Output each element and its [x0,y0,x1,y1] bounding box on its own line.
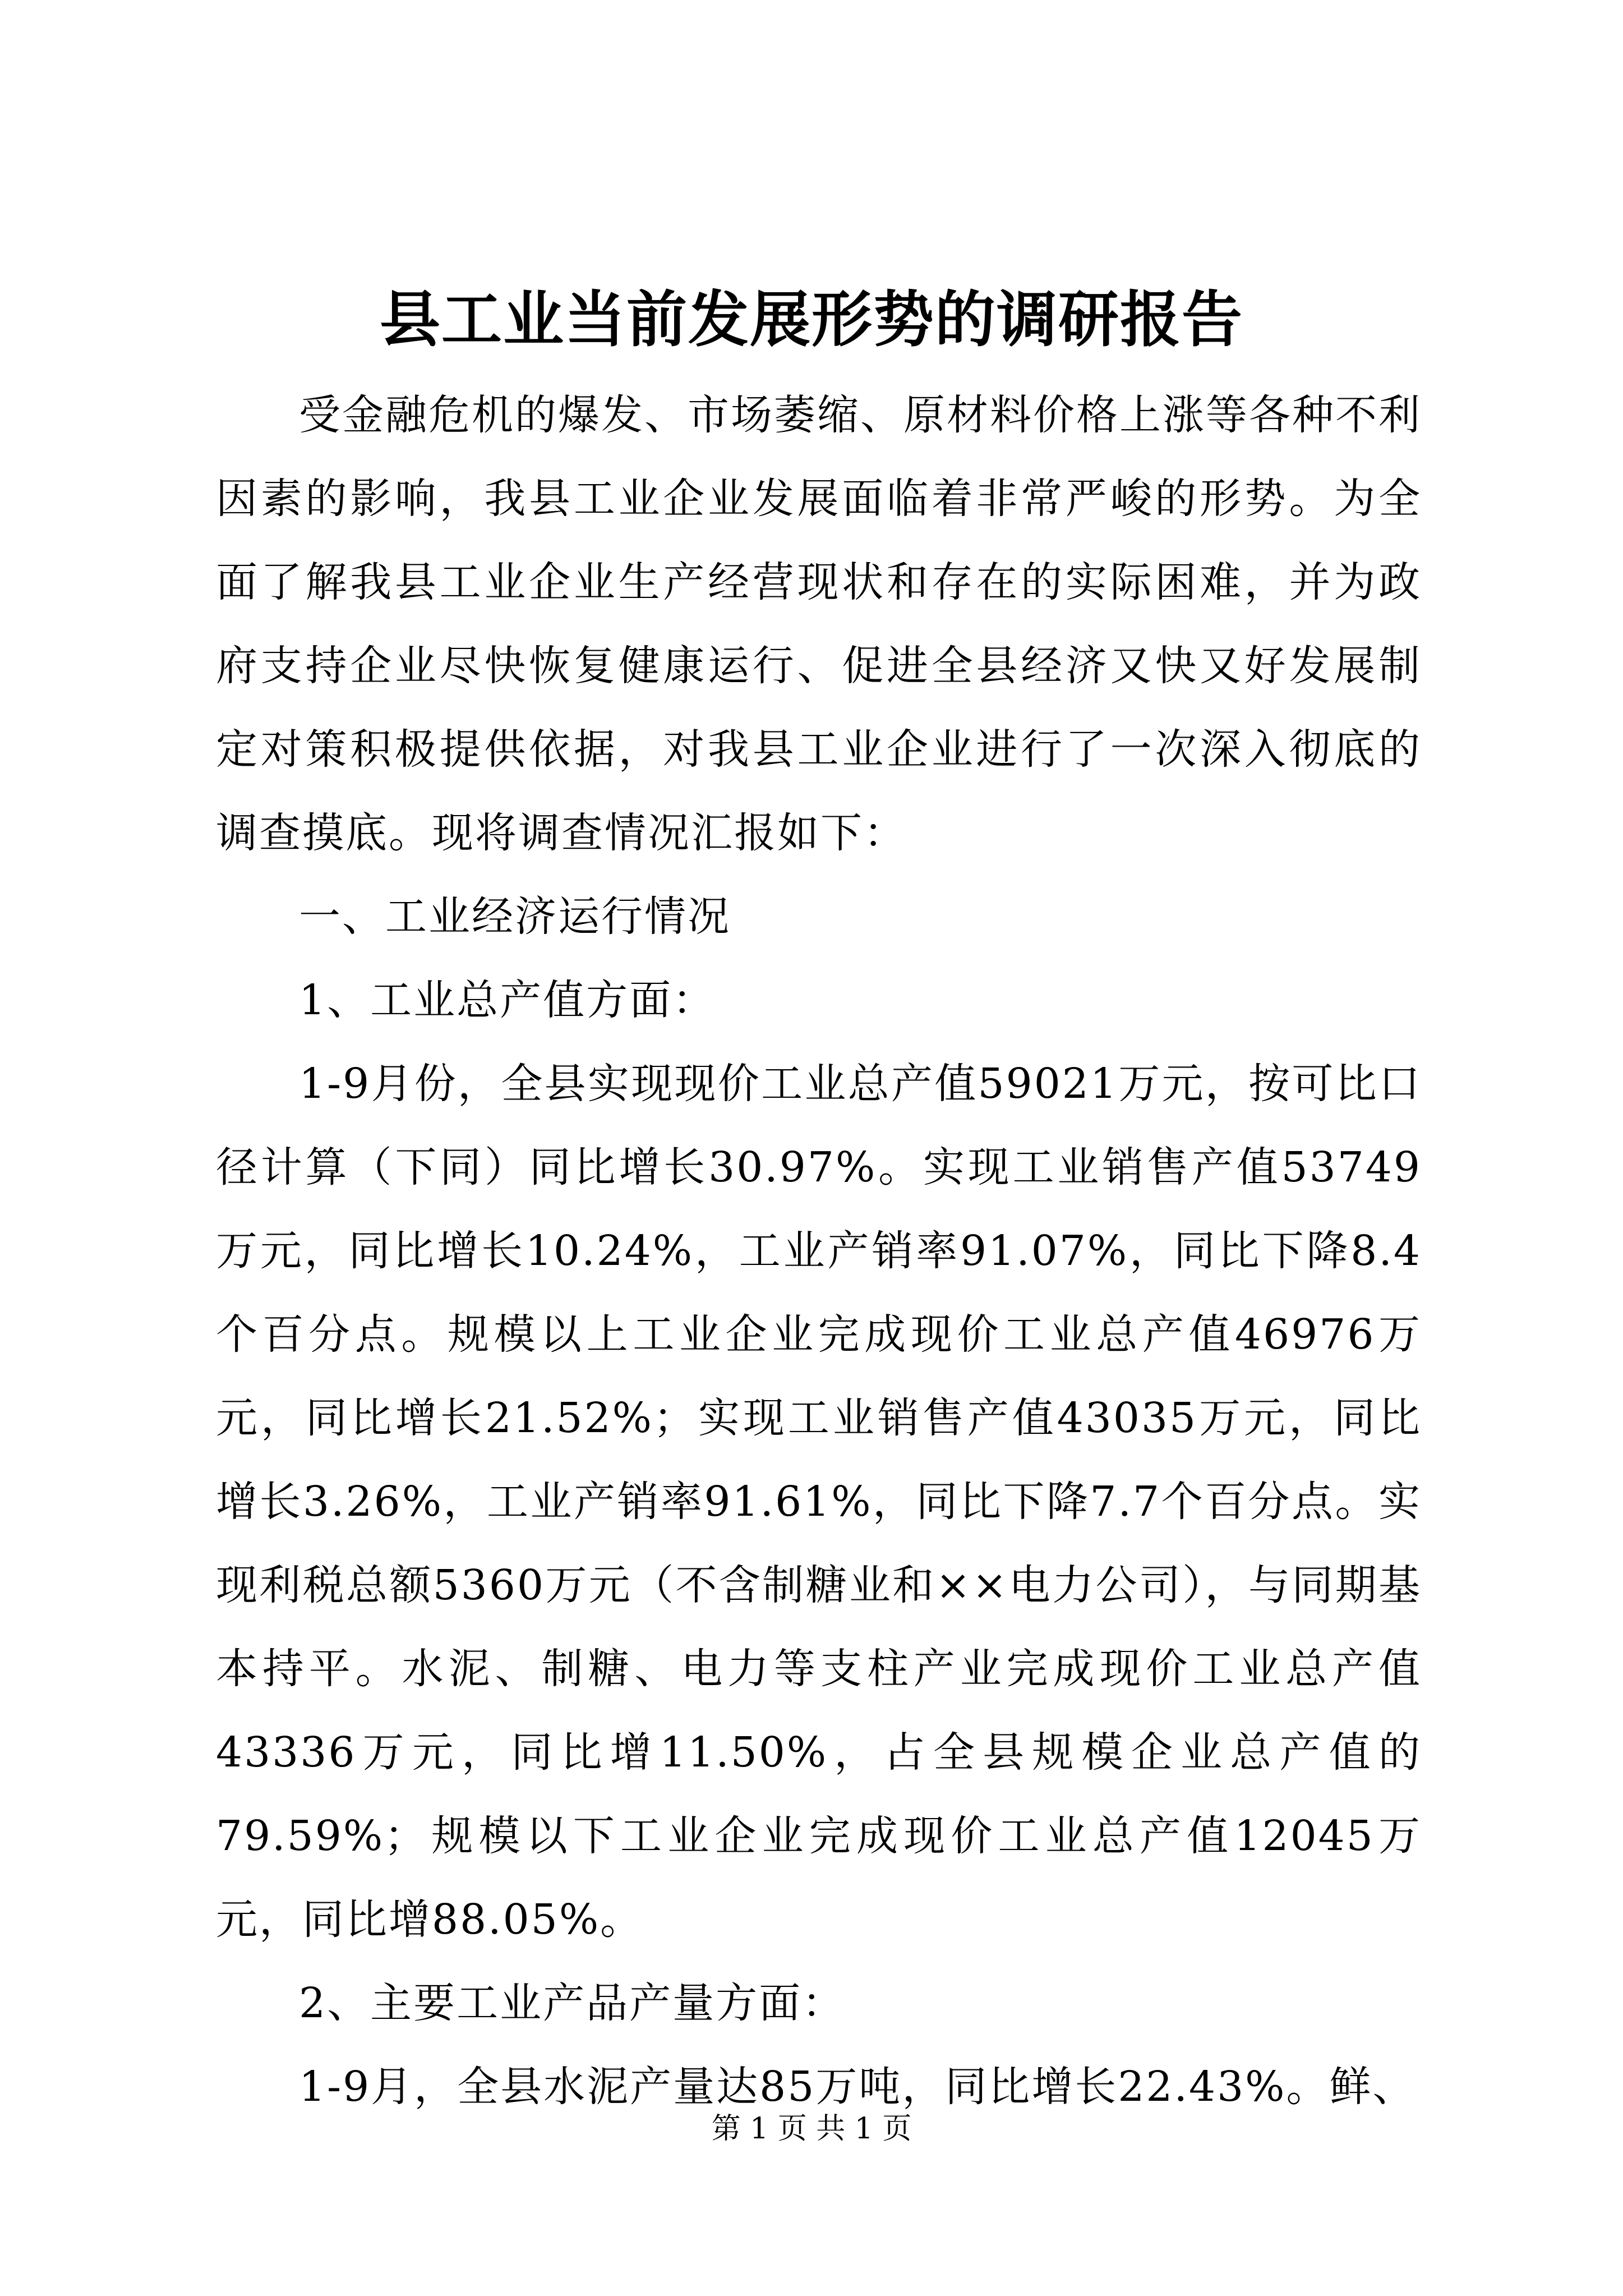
page-footer: 第 1 页 共 1 页 [711,2112,912,2146]
paragraph-product-output: 1-9月，全县水泥产量达85万吨，同比增长22.43%。鲜、 [299,2063,1416,2111]
paragraph-output-value: 1-9月份，全县实现现价工业总产值59021万元，按可比口径计算（下同）同比增长30.97%。实现工业销售产值53749万元，同比增长10.24%，工业产销率91.07%，同比下降8.4个百分点。规模以上工业企业完成现价工业总产值46976万元，同比增长21.52%；实现工业销售产值43035万元，同比增长3.26%，工业产销率91.61%，同比下降7.7个百分点。实现利税总额5360万元（不含制糖业和××电力公司），与同期基本持平。水泥、制糖、电力等支柱产业完成现价工业总产值43336万元，同比增11.50%，占全县规模企业总产值的79.59%；规模以下工业企业完成现价工业总产值12045万元，同比增88.05%。 [216,1060,1422,1944]
document-body [216,374,1422,2129]
subsection-heading-2: 2、主要工业产品产量方面： [299,1979,846,2027]
document-title: 县工业当前发展形势的调研报告 [379,284,1243,355]
paragraph-intro: 受金融危机的爆发、市场萎缩、原材料价格上涨等各种不利因素的影响，我县工业企业发展面临着非常严峻的形势。为全面了解我县工业企业生产经营现状和存在的实际困难，并为政府支持企业尽快恢复健康运行、促进全县经济又快又好发展制定对策积极提供依据，对我县工业企业进行了一次深入彻底的调查摸底。现将调查情况汇报如下： [216,391,1422,857]
section-heading-1: 一、工业经济运行情况 [299,892,731,941]
subsection-heading-1: 1、工业总产值方面： [299,976,716,1024]
